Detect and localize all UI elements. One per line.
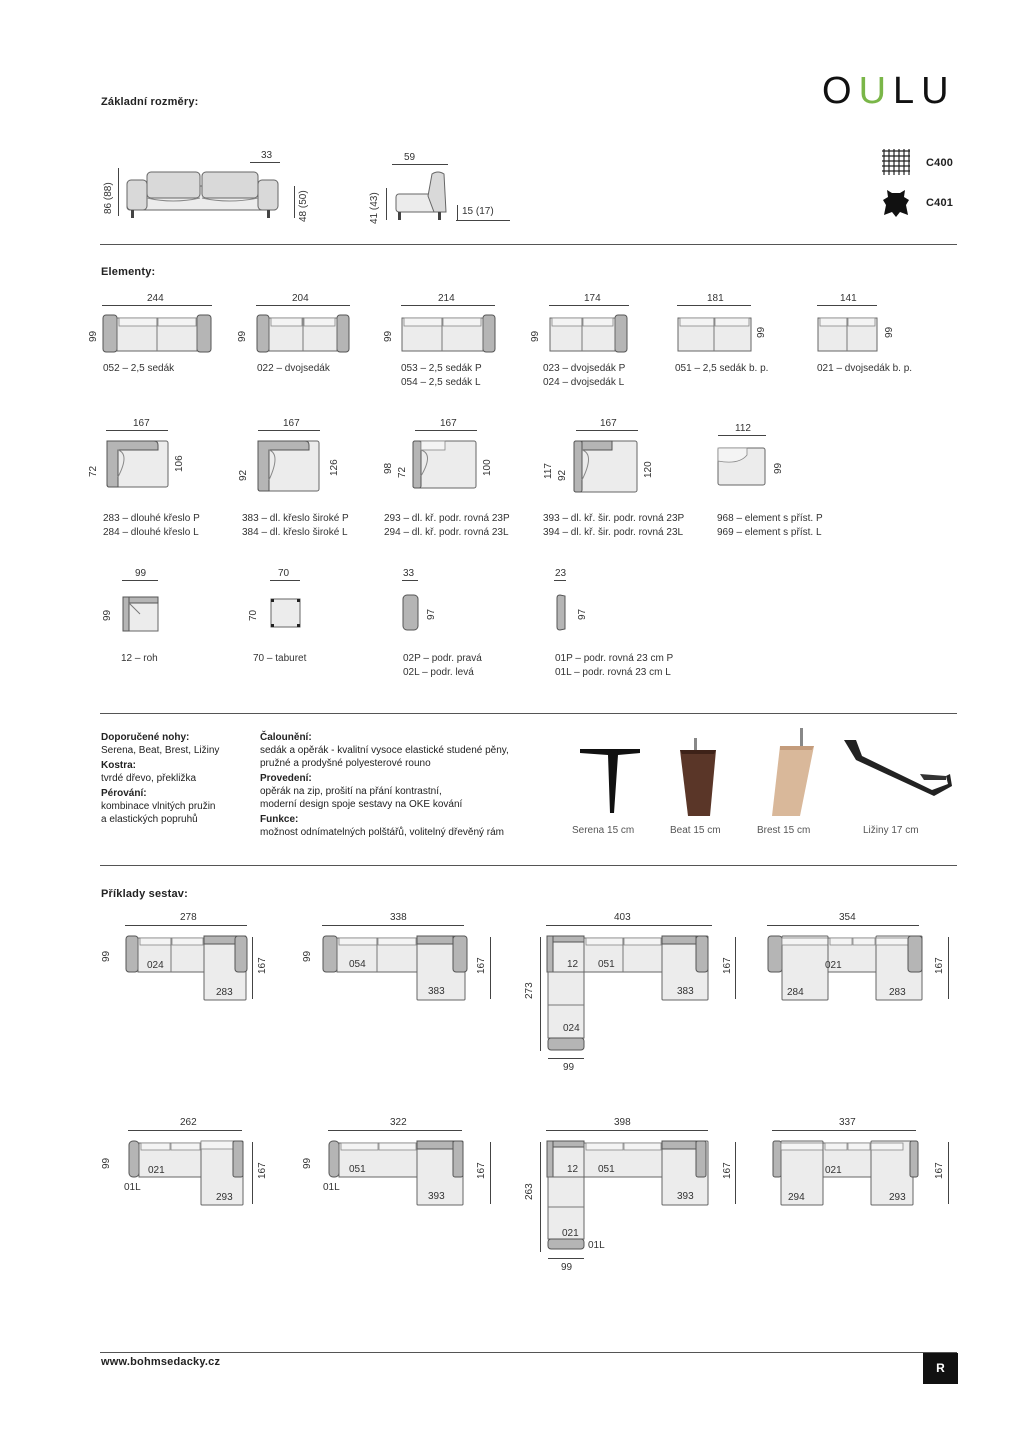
material-code-c401: C401 — [926, 197, 954, 209]
leg-serena-label: Serena 15 cm — [572, 825, 635, 836]
dim-side-depth: 59 — [404, 152, 416, 163]
leg-serena-image — [578, 745, 642, 817]
leg-liziny-label: Ližiny 17 cm — [863, 825, 919, 836]
leg-brest-label: Brest 15 cm — [757, 825, 811, 836]
brand-logo: OULU — [822, 70, 956, 112]
elements-heading: Elementy: — [101, 266, 156, 278]
dim-front-height: 86 (88) — [103, 182, 114, 214]
examples-heading: Příklady sestav: — [101, 888, 188, 900]
leg-beat-label: Beat 15 cm — [670, 825, 721, 836]
sofa-front-view — [125, 168, 280, 220]
dim-front-seat: 48 (50) — [298, 190, 309, 222]
fabric-grid-icon — [880, 148, 912, 176]
footer-website-link[interactable]: www.bohmsedacky.cz — [101, 1356, 221, 1368]
dim-front-width: 33 — [261, 150, 273, 161]
basic-dimensions-heading: Základní rozměry: — [101, 96, 199, 108]
specs-left: Doporučené nohy: Serena, Beat, Brest, Ližiny Kostra: tvrdé dřevo, překližka Pérování: kombinace vlnitých pružin a elastických popruhů — [101, 732, 220, 825]
sofa-side-view — [394, 168, 452, 222]
specs-right: Čalounění: sedák a opěrák - kvalitní vysoce elastické studené pěny, pružné a prodyšné polyesterové rouno Provedení: opěrák na zip, prošití na přání kontrastní, moderní design spoje sestavy na OKE kování Funkce: možnost odnímatelných polštářů, volitelný dřevěný rám — [260, 732, 509, 838]
page-badge: R — [923, 1353, 958, 1384]
dim-side-height: 41 (43) — [369, 192, 380, 224]
leg-liziny-image — [842, 738, 954, 798]
leather-hide-icon — [882, 188, 910, 218]
dim-side-leg: 15 (17) — [462, 206, 494, 217]
leg-brest-image — [770, 728, 816, 818]
leg-beat-image — [676, 738, 722, 818]
material-code-c400: C400 — [926, 157, 954, 169]
